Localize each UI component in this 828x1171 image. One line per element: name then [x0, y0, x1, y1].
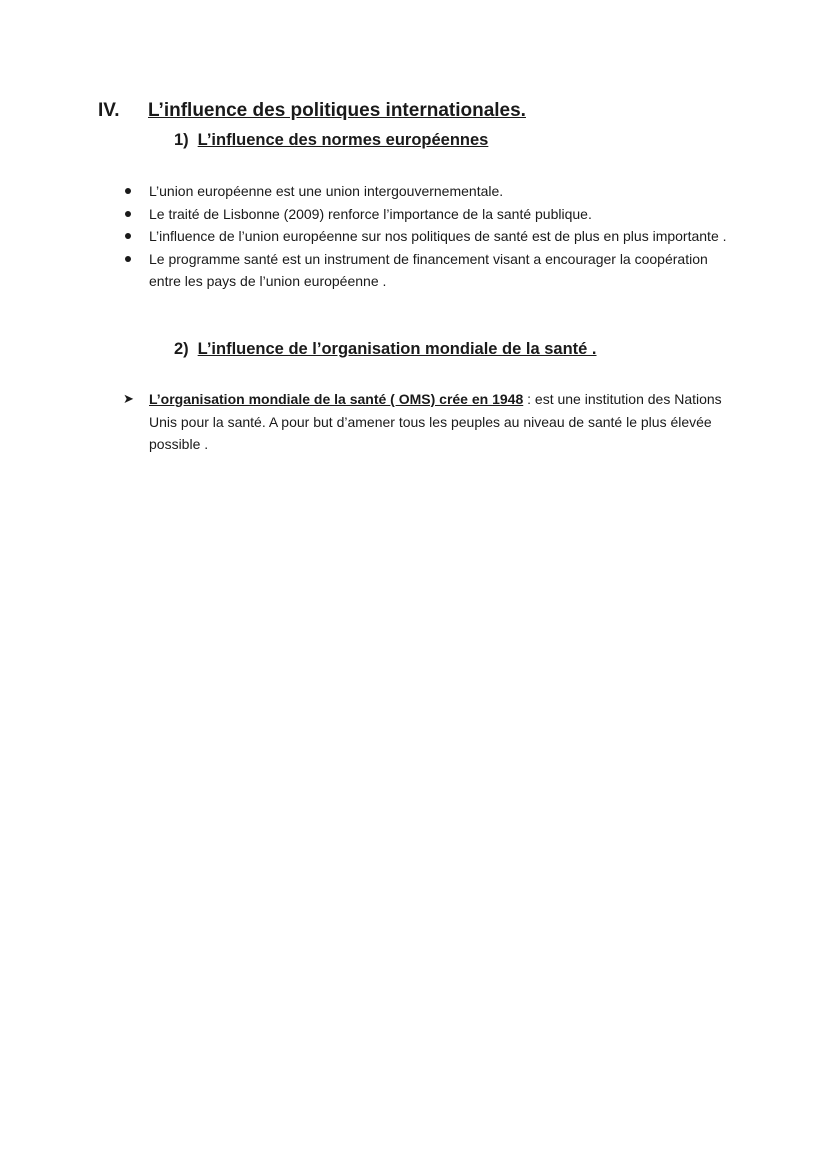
subsection-1-number: 1)	[174, 131, 189, 149]
subsection-2-heading	[174, 340, 597, 359]
arrow-item	[120, 388, 740, 456]
bullet-dot-icon	[125, 233, 131, 239]
list-item-text: L’influence de l’union européenne sur nos politiques de santé est de plus en plus importante .	[149, 228, 727, 244]
list-item	[120, 248, 740, 293]
list-item	[120, 225, 740, 248]
subsection-2-title: L’influence de l’organisation mondiale de la santé .	[197, 340, 597, 358]
subsection-1-title: L’influence des normes européennes	[197, 131, 489, 149]
list-item-text: Le traité de Lisbonne (2009) renforce l’importance de la santé publique.	[149, 205, 592, 222]
subsection-1-heading	[174, 131, 488, 150]
bullet-dot-icon	[125, 188, 131, 194]
arrow-right-icon: ➤	[123, 391, 134, 406]
bullet-dot-icon	[125, 211, 131, 217]
list-item	[120, 180, 740, 203]
list-item	[120, 203, 740, 226]
subsection-2-number: 2)	[174, 340, 189, 358]
bullet-list	[120, 180, 740, 293]
list-item-text: Le programme santé est un instrument de financement visant a encourager la coopération entre les pays de l’union européenne .	[149, 250, 708, 289]
list-item-text: L’union européenne est une union intergouvernementale.	[149, 183, 504, 199]
arrow-item-lead: L’organisation mondiale de la santé ( OMS) crée en 1948	[149, 391, 524, 407]
arrow-item-text: : est une institution des Nations Unis pour la santé. A pour but d’amener tous les peuples au niveau de santé le plus élevée possible .	[149, 391, 722, 452]
bullet-dot-icon	[125, 256, 131, 262]
section-title: L’influence des politiques internationales.	[148, 100, 526, 121]
section-number: IV.	[98, 100, 120, 121]
section-heading	[98, 100, 526, 122]
